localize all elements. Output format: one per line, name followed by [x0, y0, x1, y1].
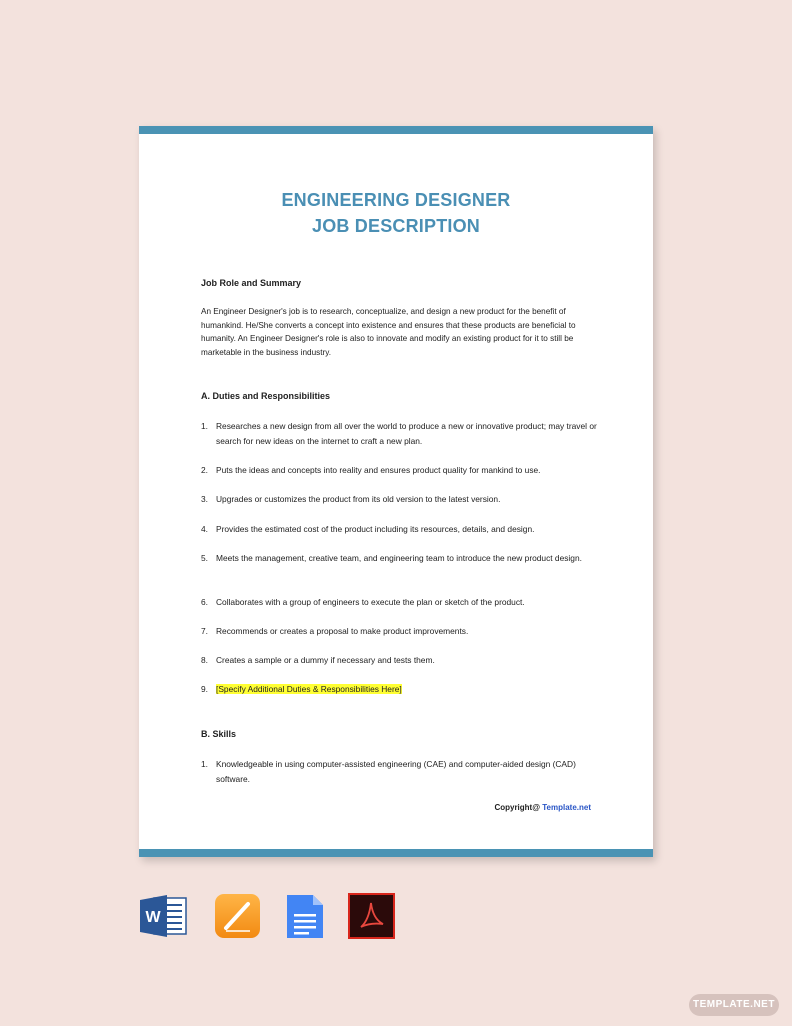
copyright-line	[494, 803, 591, 812]
copyright-prefix: Copyright@	[494, 803, 541, 812]
duty-number: 2.	[201, 465, 208, 475]
bottom-accent-bar	[139, 849, 653, 857]
word-icon[interactable]	[140, 893, 188, 939]
google-docs-icon[interactable]	[285, 893, 333, 939]
duty-item	[201, 653, 601, 668]
pages-icon[interactable]	[214, 893, 262, 939]
skill-item	[201, 757, 601, 787]
document-page	[139, 126, 653, 857]
duty-text: Provides the estimated cost of the product including its resources, details, and design.	[216, 524, 535, 534]
duty-text: Meets the management, creative team, and engineering team to introduce the new product design.	[216, 553, 582, 563]
duty-item	[201, 551, 601, 566]
duty-number: 5.	[201, 553, 208, 563]
pdf-icon[interactable]	[348, 893, 396, 939]
duty-number: 7.	[201, 626, 208, 636]
duty-number: 9.	[201, 684, 208, 694]
duty-text: Creates a sample or a dummy if necessary and tests them.	[216, 655, 435, 665]
duty-item	[201, 492, 601, 507]
duty-item	[201, 463, 601, 478]
duty-text: Collaborates with a group of engineers to execute the plan or sketch of the product.	[216, 597, 525, 607]
duty-text: Puts the ideas and concepts into reality and ensures product quality for mankind to use.	[216, 465, 541, 475]
top-accent-bar	[139, 126, 653, 134]
svg-text:W: W	[145, 909, 161, 926]
template-net-watermark: TEMPLATE.NET	[689, 994, 779, 1016]
skill-text: Knowledgeable in using computer-assisted engineering (CAE) and computer-aided design (CAD) software.	[216, 759, 576, 784]
skill-number: 1.	[201, 759, 208, 769]
duty-item	[201, 522, 601, 537]
summary-paragraph: An Engineer Designer's job is to research, conceptualize, and design a new product for the benefit of humankind. He/She converts a concept into existence and ensures that these products are beneficial to humanity. An Engineer Designer's role is also to innovate and modify an existing product for it to still be marketable in the business industry.	[201, 307, 576, 357]
duty-number: 4.	[201, 524, 208, 534]
duty-number: 6.	[201, 597, 208, 607]
copyright-link[interactable]: Template.net	[542, 803, 591, 812]
duty-text: Recommends or creates a proposal to make product improvements.	[216, 626, 469, 636]
document-title-line1: ENGINEERING DESIGNER	[281, 190, 511, 210]
duty-number: 1.	[201, 421, 208, 431]
duty-item	[201, 624, 601, 639]
duty-placeholder-highlight[interactable]: [Specify Additional Duties & Responsibilities Here]	[216, 684, 402, 694]
skills-heading: B. Skills	[201, 729, 237, 739]
duty-number: 8.	[201, 655, 208, 665]
document-title-line2: JOB DESCRIPTION	[311, 216, 481, 236]
duty-item	[201, 682, 601, 697]
summary-heading: Job Role and Summary	[201, 278, 302, 288]
duty-item	[201, 419, 601, 449]
duty-number: 3.	[201, 494, 208, 504]
duties-heading: A. Duties and Responsibilities	[201, 391, 331, 401]
duty-text: Researches a new design from all over the world to produce a new or innovative product; may travel or search for new ideas on the internet to craft a new plan.	[216, 421, 597, 446]
duty-item	[201, 595, 601, 610]
duty-text: Upgrades or customizes the product from its old version to the latest version.	[216, 494, 501, 504]
